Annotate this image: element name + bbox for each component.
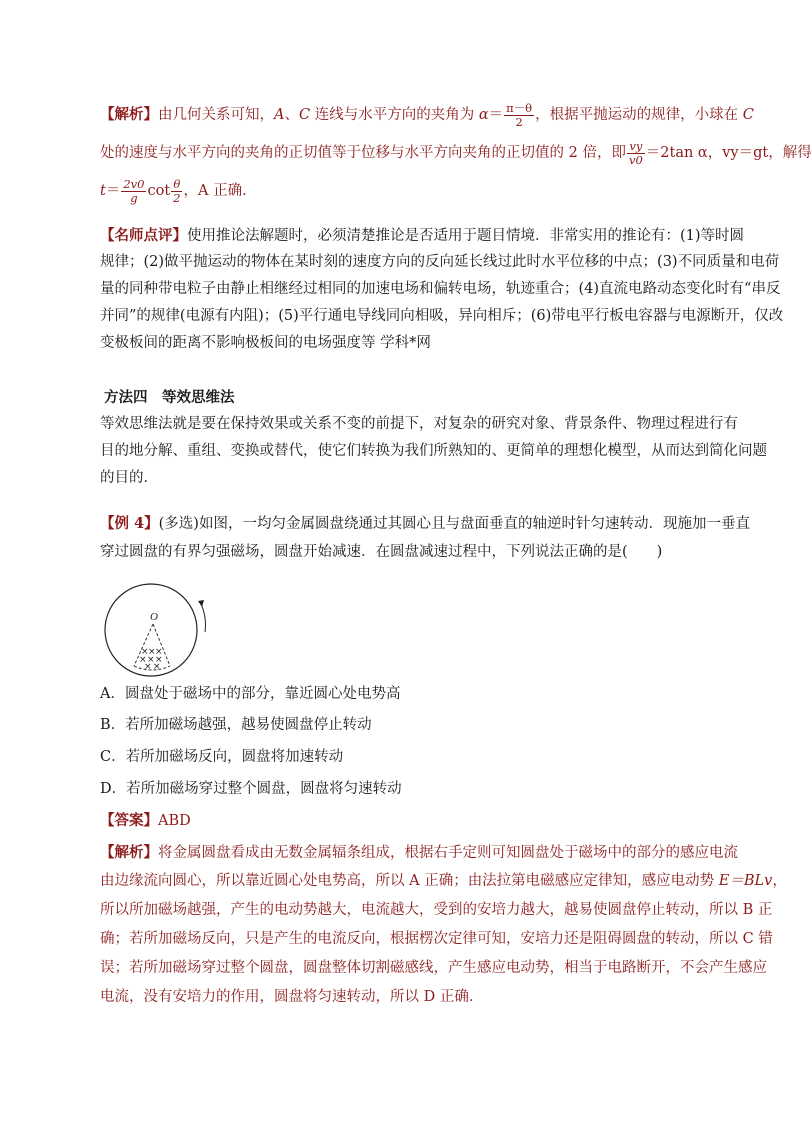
method-section: 方法四 等效思维法 等效思维法就是要在保持效果或关系不变的前提下，对复杂的研究对象、背景条件、物理过程进行有 目的地分解、重组、变换或替代，使它们转换为我们所熟知的、更简单的理想化模型，从而达到简化问题 的目的． <box>100 384 724 492</box>
analysis-section-1 <box>100 96 812 210</box>
option-c: C．若所加磁场反向，圆盘将加速转动 <box>100 749 344 765</box>
option-d: D．若所加磁场穿过整个圆盘，圆盘将匀速转动 <box>100 781 402 797</box>
analysis-section-2: 【解析】将金属圆盘看成由无数金属辐条组成，根据右手定则可知圆盘处于磁场中的部分的感应电流 由边缘流向圆心，所以靠近圆心处电势高，所以 A 正确；由法拉第电磁感应定律知，感应电动势 E＝BLv， 所以所加磁场越强，产生的电动势越大，电流越大，受到的安培力越大，越易使圆盘停止转动，所以 B 正 确；若所加磁场反向，只是产生的电流反向，根据楞次定律可知，安培力还是阻碍圆盘的转动，所以 C 错 误；若所加磁场穿过整个圆盘，圆盘整体切割磁感线，产生感应电动势，相当于电路断开，不会产生感应 电流，没有安培力的作用，圆盘将匀速转动，所以 D 正确． <box>100 844 787 1005</box>
example-section: 【例 4】(多选)如图，一均匀金属圆盘绕通过其圆心且与盘面垂直的轴逆时针匀速转动．现施加一垂直 穿过圆盘的有界匀强磁场，圆盘开始减速．在圆盘减速过程中，下列说法正确的是( ) <box>100 515 750 560</box>
fraction: $\frac{\pi-\theta}{2}$ <box>506 100 533 129</box>
analysis-tag-2: 【解析】 <box>100 844 158 861</box>
field-cross: × <box>153 662 161 672</box>
fraction: $\frac{vy}{v0}$ <box>628 138 643 167</box>
teacher-comment-section: 【名师点评】使用推论法解题时，必须清楚推论是否适用于题目情境．非常实用的推论有：(1)等时圆 规律；(2)做平抛运动的物体在某时刻的速度方向的反向延长线过此时水平位移的中点；(3)不同质量和电荷 量的同种带电粒子由静止相继经过相同的加速电场和偏转电场，轨迹重合；(4)直流电路动态变化时有“串反 并同”的规律(电源有内阻)；(5)平行通电导线同向相吸，异向相斥；(6)带电平行板电容器与电源断开，仅改 变极板间的距离不影响极板间的电场强度等 学科*网 <box>100 227 784 351</box>
disk-diagram <box>98 582 214 678</box>
field-cross: × <box>155 647 163 657</box>
field-cross: × <box>141 647 149 657</box>
magnetic-field-crosses <box>139 647 163 672</box>
answer-value: ABD <box>158 813 191 829</box>
fraction: $\frac{\theta}{2}$ <box>173 176 181 205</box>
analysis-tag: 【解析】 <box>100 106 158 123</box>
field-cross: × <box>139 655 147 665</box>
rotation-arrow-head <box>198 600 204 607</box>
analysis-line-3: t＝ $\frac{2v0}{g}$ cot $\frac{\theta}{2}$ ，A 正确． <box>100 176 257 205</box>
field-cross: × <box>144 662 152 672</box>
field-cross: × <box>147 655 155 665</box>
answer-tag: 【答案】 <box>100 812 158 829</box>
rotation-arrow <box>201 604 205 632</box>
analysis-line-2: 处的速度与水平方向的夹角的正切值等于位移与水平方向夹角的正切值的 2 倍，即 $\frac{vy}{v0}$ ＝2tan α，vy＝gt，解得 <box>100 138 812 167</box>
method-heading: 方法四 等效思维法 <box>104 389 235 406</box>
example-tag: 【例 4】 <box>100 515 159 532</box>
fraction: $\frac{2v0}{g}$ <box>123 176 145 205</box>
field-boundary-bottom <box>134 666 170 670</box>
field-cross: × <box>148 647 156 657</box>
rotating-disk-figure <box>98 582 214 678</box>
answer-line <box>100 811 191 831</box>
analysis-line-1: 【解析】由几何关系可知，A、C 连线与水平方向的夹角为 α＝ $\frac{\pi-\theta}{2}$ ，根据平抛运动的规律，小球在 C <box>100 100 754 129</box>
option-a: A．圆盘处于磁场中的部分，靠近圆心处电势高 <box>100 686 401 702</box>
comment-tag: 【名师点评】 <box>100 227 187 244</box>
option-b: B．若所加磁场越强，越易使圆盘停止转动 <box>100 717 372 733</box>
center-label: O <box>150 611 158 623</box>
field-cross: × <box>155 655 163 665</box>
